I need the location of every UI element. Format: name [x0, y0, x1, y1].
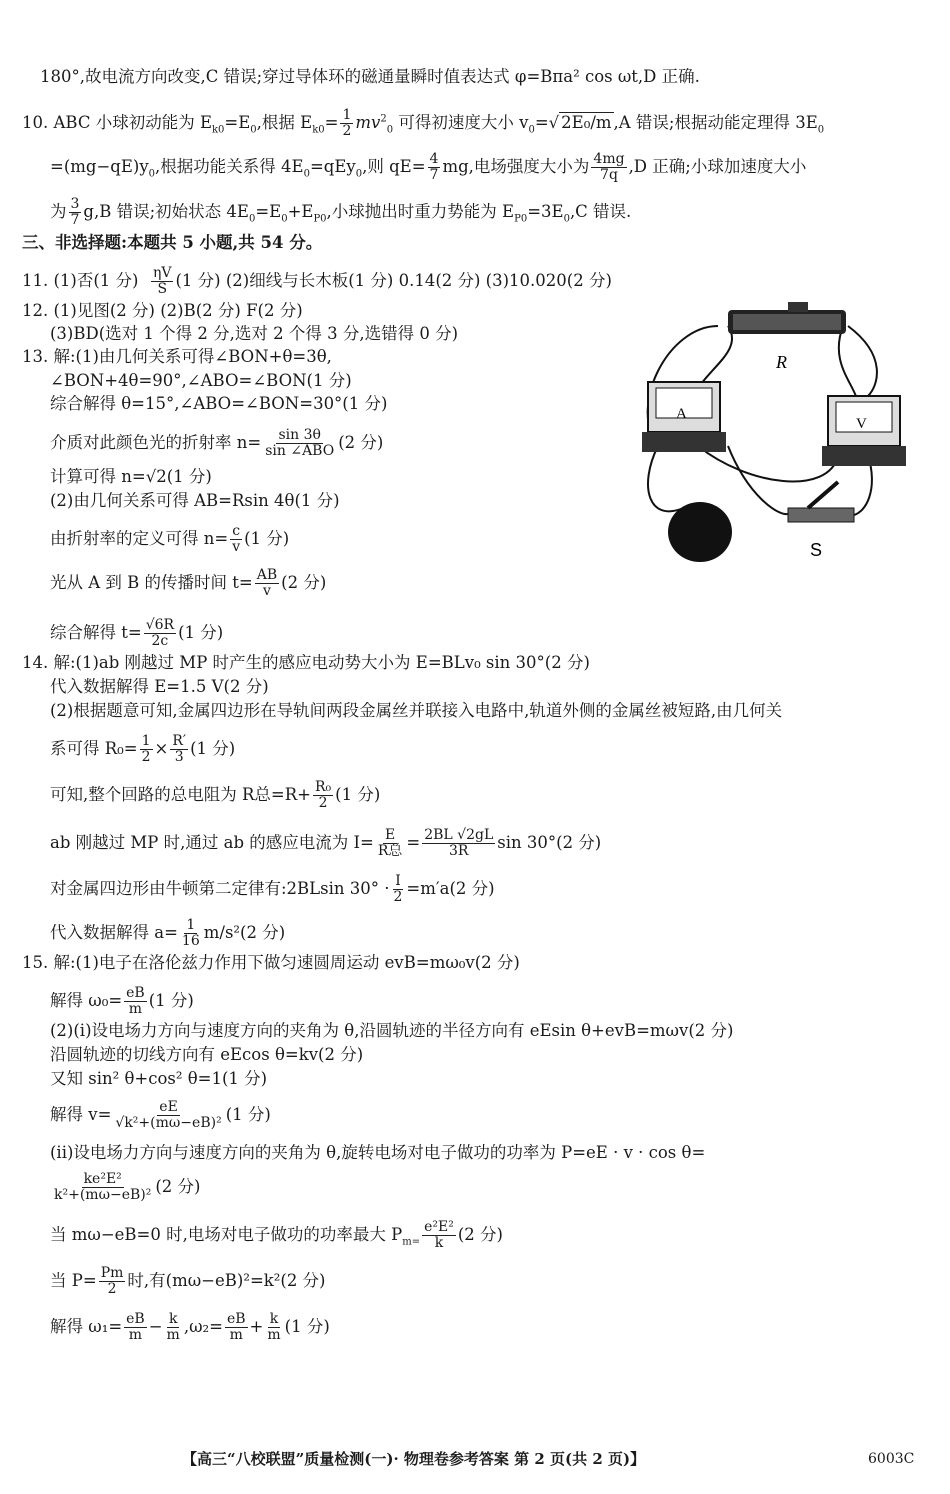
q10-line2: $=(mg-qE)y_0$,根据功能关系得 $4E_0=qEy_0$,则 qE= $\frac{4}{7}$ mg,电场强度大小为 $\frac{4mg}{7q}$ ,D 正确;小球加速度大小 — [50, 151, 807, 183]
q15-line3: (2)(i)设电场力方向与速度方向的夹角为 θ,沿圆轨迹的半径方向有 eEsin θ+evB=mωv(2 分) — [50, 1021, 734, 1040]
q15-line4: 沿圆轨迹的切线方向有 eEcos θ=kv(2 分) — [50, 1045, 364, 1064]
q10-line3: 为 $\frac{3}{7}$ g,B 错误;初始状态 $4E_0=E_0+E_{P0}$,小球抛出时重力势能为 $E_{P0}=3E_0,C$ 错误. — [50, 196, 632, 228]
q15-line11: 解得 ω₁= $\frac{eB}{m}$ − $\frac{k}{m}$ ,ω₂= $\frac{eB}{m}$ + $\frac{k}{m}$ (1 分) — [50, 1311, 330, 1343]
q14-line4: 系可得 R₀= $\frac{1}{2}$ × $\frac{R'}{3}$ (1 分) — [50, 733, 236, 765]
q15-line8: $\frac{\text{ke²E²}}{\text{k²+(mω−eB)²}}$ (2 分) — [54, 1171, 201, 1203]
q13-line5: 计算可得 n=√2(1 分) — [50, 467, 212, 486]
q14-line8: 代入数据解得 a= $\frac{1}{16}$ m/s²(2 分) — [50, 917, 286, 949]
label-s: S — [810, 540, 823, 560]
q15-line10: 当 P= $\frac{Pm}{2}$ 时,有(mω−eB)²=k²(2 分) — [50, 1265, 326, 1297]
q13-line3: 综合解得 θ=15°,∠ABO=∠BON=30°(1 分) — [50, 394, 388, 413]
section-heading: 三、非选择题:本题共 5 小题,共 54 分。 — [22, 233, 323, 252]
q14-line1: 14. 解:(1)ab 刚越过 MP 时产生的感应电动势大小为 E=BLv₀ sin 30°(2 分) — [22, 653, 590, 672]
circuit-figure — [628, 296, 928, 566]
q14-line7: 对金属四边形由牛顿第二定律有:2BLsin 30° · $\frac{I}{2}$ =m′a(2 分) — [50, 873, 495, 905]
q13-line8: 光从 A 到 B 的传播时间 t= $\frac{AB}{v}$ (2 分) — [50, 567, 327, 599]
q11-line: 11. (1)否(1 分) $\frac{\eta V}{S}$ (1 分) (2)细线与长木板(1 分) 0.14(2 分) (3)10.020(2 分) — [22, 265, 612, 297]
q14-line3: (2)根据题意可知,金属四边形在导轨间两段金属丝并联接入电路中,轨道外侧的金属丝被短路,由几何关 — [50, 701, 783, 720]
footer-code: 6003C — [868, 1451, 915, 1467]
q13-line9: 综合解得 t= $\frac{√6R}{2c}$ (1 分) — [50, 617, 224, 649]
q12-line1: 12. (1)见图(2 分) (2)B(2 分) F(2 分) — [22, 301, 303, 320]
fraction: $\frac{1}{2}$ — [342, 107, 352, 139]
q15-line1: 15. 解:(1)电子在洛伦兹力作用下做匀速圆周运动 evB=mω₀v(2 分) — [22, 953, 520, 972]
q15-line9: 当 mω−eB=0 时,电场对电子做功的功率最大 $P_{m=}$ $\frac{\text{e²E²}}{k}$ (2 分) — [50, 1219, 503, 1251]
label-r: R — [776, 352, 787, 372]
label-a: A — [676, 406, 687, 422]
q14-line5: 可知,整个回路的总电阻为 R总=R+ $\frac{\text{R₀}}{2}$ (1 分) — [50, 779, 381, 811]
q14-line2: 代入数据解得 E=1.5 V(2 分) — [50, 677, 269, 696]
q13-line7: 由折射率的定义可得 n= $\frac{c}{v}$ (1 分) — [50, 523, 290, 555]
q13-line2: ∠BON+4θ=90°,∠ABO=∠BON(1 分) — [50, 371, 352, 390]
q13-line4: 介质对此颜色光的折射率 n= $\frac{\sin 3\theta}{\text{sin ∠ABO}}$ (2 分) — [50, 427, 384, 459]
q12-line2: (3)BD(选对 1 个得 2 分,选对 2 个得 3 分,选错得 0 分) — [50, 324, 459, 343]
label-v: V — [856, 416, 867, 432]
q10-line1: 10. ABC 小球初动能为 $E_{k0}=E_0$,根据 $E_{k0}=$ $\frac{1}{2}$ $mv^2_0$ 可得初速度大小 $v_0=√$ 2E₀/m ,A 错误;根据动能定理得 $3E_0$ — [22, 107, 825, 139]
answer-line: 180°,故电流方向改变,C 错误;穿过导体环的磁通量瞬时值表达式 φ=Bπa² cos ωt,D 正确. — [40, 67, 700, 86]
q15-line6: 解得 v= $\frac{eE}{\text{√k²+(mω−eB)²}}$ (1 分) — [50, 1099, 271, 1131]
q13-line1: 13. 解:(1)由几何关系可得∠BON+θ=3θ, — [22, 347, 332, 366]
q14-line6: ab 刚越过 MP 时,通过 ab 的感应电流为 I= $\frac{E}{\text{R总}}$ = $\frac{2BL √2gL}{3R}$ sin 30°(2 分) — [50, 827, 602, 859]
page-footer — [0, 1448, 950, 1472]
q15-line5: 又知 sin² θ+cos² θ=1(1 分) — [50, 1069, 268, 1088]
q15-line2: 解得 ω₀= $\frac{eB}{m}$ (1 分) — [50, 985, 194, 1017]
footer-title: 【高三“八校联盟”质量检测(一)· 物理卷参考答案 第 2 页(共 2 页)】 — [182, 1450, 646, 1468]
q13-line6: (2)由几何关系可得 AB=Rsin 4θ(1 分) — [50, 491, 340, 510]
q15-line7: (ii)设电场力方向与速度方向的夹角为 θ,旋转电场对电子做功的功率为 P=eE · v · cos θ= — [50, 1143, 706, 1162]
